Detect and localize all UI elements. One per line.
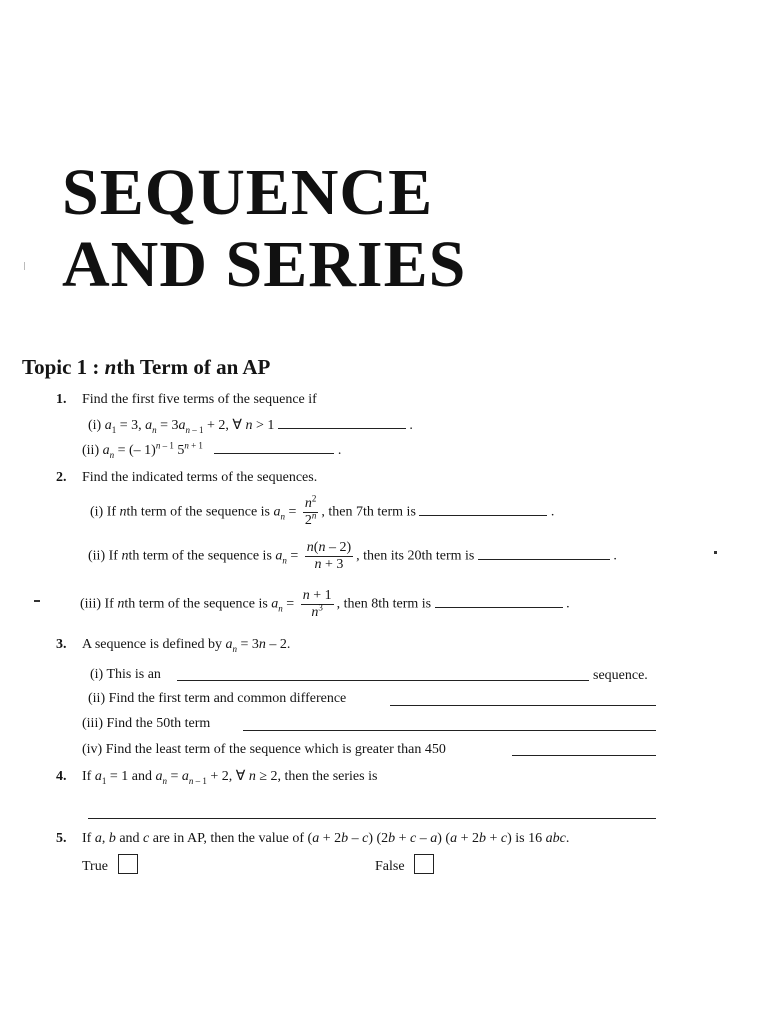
false-label: False bbox=[375, 859, 405, 874]
question-text: If a, b and c are in AP, then the value of (a + 2b – c) (2b + c – a) (a + 2b + c) is 16 abc. bbox=[82, 831, 570, 846]
question-part: (i) $a_1 = 3$, $a_n = 3a_{n - 1} + 2$, ∀ n > 1 . bbox=[88, 418, 413, 435]
question-part: (i) If nth term of the sequence is $a_n$ = $\frac{n^2}{2^n}$ , then 7th term is . bbox=[90, 493, 555, 528]
answer-line[interactable] bbox=[88, 818, 656, 819]
topic-heading: Topic 1 : nth Term of an AP bbox=[22, 355, 271, 379]
question-part: sequence. bbox=[593, 668, 648, 683]
question-text: Find the indicated terms of the sequences. bbox=[82, 470, 318, 485]
true-label: True bbox=[82, 859, 108, 874]
answer-blank[interactable] bbox=[243, 730, 656, 731]
answer-blank[interactable] bbox=[419, 503, 547, 516]
question-part: (iii) Find the 50th term bbox=[82, 716, 211, 731]
question-text: Find the first five terms of the sequence if bbox=[82, 392, 317, 407]
answer-blank[interactable] bbox=[512, 755, 656, 756]
question-part: (ii) If nth term of the sequence is $a_n$ = $\frac{n(n - 2)}{n + 3}$ , then its 20th term is . bbox=[88, 540, 617, 572]
question-number: 5. bbox=[56, 831, 67, 846]
answer-blank[interactable] bbox=[278, 416, 406, 429]
question-text: If $a_1 = 1$ and $a_n = a_{n - 1} + 2$, ∀ n ≥ 2, then the series is bbox=[82, 769, 378, 786]
answer-blank[interactable] bbox=[435, 595, 563, 608]
question-part: (i) This is an bbox=[90, 667, 161, 682]
question-number: 2. bbox=[56, 470, 67, 485]
answer-blank[interactable] bbox=[478, 547, 610, 560]
question-number: 3. bbox=[56, 637, 67, 652]
answer-blank[interactable] bbox=[214, 441, 334, 454]
true-checkbox[interactable] bbox=[118, 854, 138, 874]
scan-speck bbox=[34, 600, 40, 602]
question-number: 4. bbox=[56, 769, 67, 784]
question-part: (iv) Find the least term of the sequence which is greater than 450 bbox=[82, 742, 446, 757]
scan-speck bbox=[24, 262, 25, 270]
title-line-2: AND SERIES bbox=[62, 228, 467, 301]
answer-blank[interactable] bbox=[390, 705, 656, 706]
false-checkbox[interactable] bbox=[414, 854, 434, 874]
answer-blank[interactable] bbox=[177, 680, 589, 681]
scan-speck bbox=[714, 551, 717, 554]
question-number: 1. bbox=[56, 392, 67, 407]
title-line-1: SEQUENCE bbox=[62, 156, 434, 229]
question-part: (iii) If nth term of the sequence is $a_n$ = $\frac{n + 1}{n^3}$ , then 8th term is . bbox=[80, 588, 570, 620]
question-part: (ii) $a_n$ = (– 1)$^{n - 1}$ $5^{n + 1}$ . bbox=[82, 440, 342, 460]
question-part: (ii) Find the first term and common difference bbox=[88, 691, 347, 706]
question-text: A sequence is defined by $a_n = 3n - 2$. bbox=[82, 637, 291, 654]
